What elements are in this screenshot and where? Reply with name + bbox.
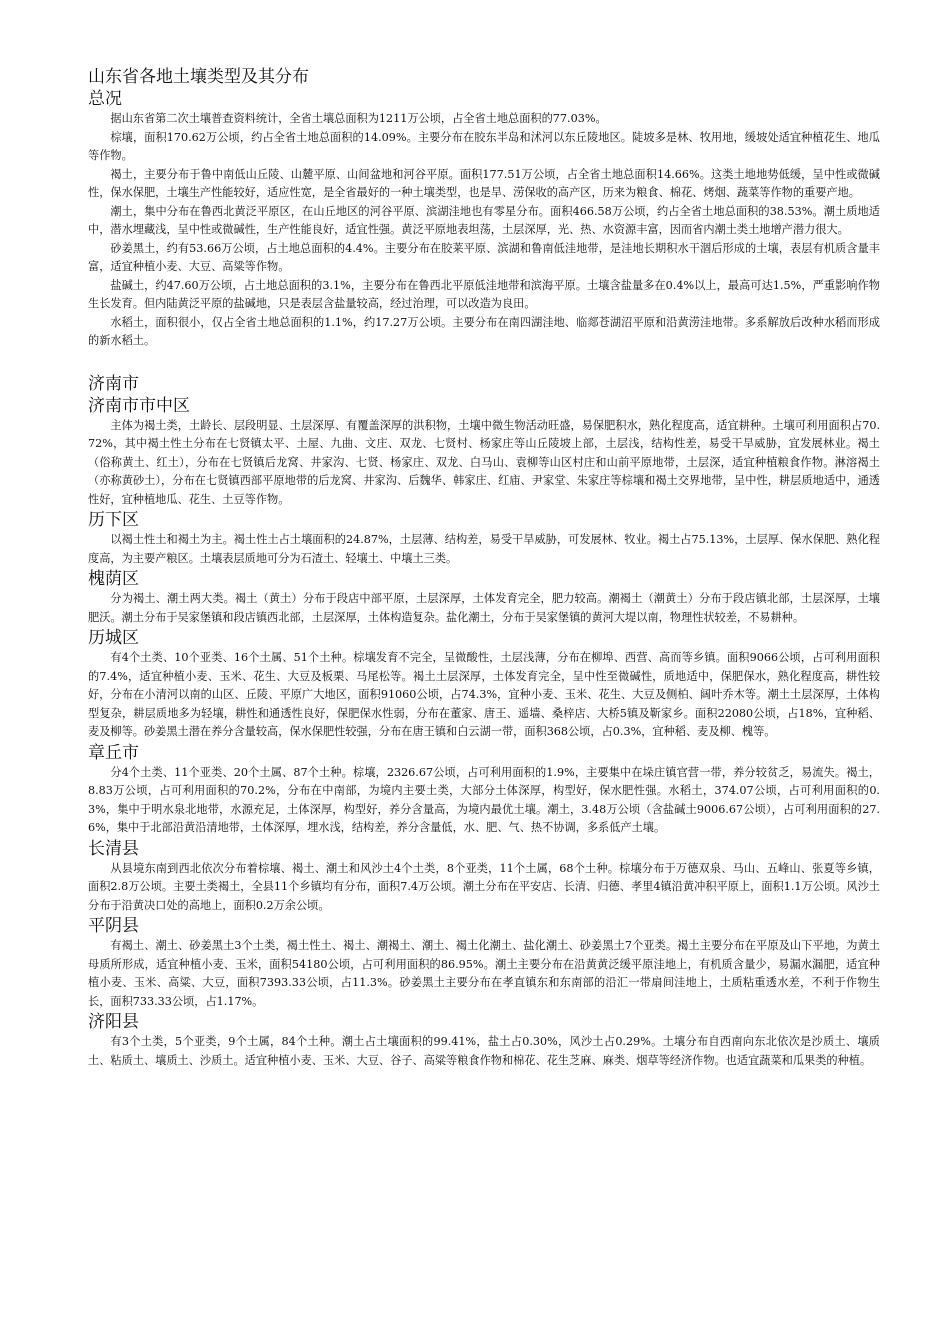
overview-paragraph: 砂姜黑土，约有53.66万公顷，占土地总面积的4.4%。主要分布在胶莱平原、滨湖和鲁南低洼地带，是洼地长期积水干涸后形成的土壤，表层有机质含量丰富，适宜种植小麦、大豆、高粱等作物。 [88, 241, 880, 273]
overview-paragraph: 棕壤，面积170.62万公顷，约占全省土地总面积的14.09%。主要分布在胶东半岛和沭河以东丘陵地区。陡坡多是林、牧用地，缓坡处适宜种植花生、地瓜等作物。 [88, 130, 880, 162]
overview-paragraph: 褐土，主要分布于鲁中南低山丘陵、山麓平原、山间盆地和河谷平原。面积177.51万公顷，占全省土地总面积14.66%。这类土地地势低缓，呈中性或微碱性，保水保肥，土壤生产性能较好，适应性宽，是全省最好的一种土壤类型，也是旱、涝保收的高产区，历来为粮食、棉花、烤烟、蔬菜等作物的重要产地。 [88, 167, 880, 199]
section-heading-licheng: 历城区 [88, 628, 139, 648]
section-text-huaiyin: 分为褐土、潮土两大类。褐土（黄土）分布于段店中部平原，土层深厚，土体发育完全，肥力较高。潮褐土（潮黄土）分布于段店镇北部，土层深厚，土壤肥沃。潮土分布于吴家堡镇和段店镇西北部，土层深厚，土体构造复杂。盐化潮土，分布于吴家堡镇的黄河大堤以南，物理性状较差，不易耕种。 [88, 592, 880, 624]
section-text-jiyang: 有3个土类，5个亚类，9个土属，84个土种。潮土占土壤面积的99.41%，盐土占0.30%，风沙土占0.29%。土壤分布自西南向东北依次是沙质土、壤质土、粘质土、壤质土、沙质土。适宜种植小麦、玉米、大豆、谷子、高粱等粮食作物和棉花、花生芝麻、麻类、烟草等经济作物。也适宜蔬菜和瓜果类的种植。 [88, 1035, 880, 1067]
overview-paragraph: 潮土，集中分布在鲁西北黄泛平原区，在山丘地区的河谷平原、滨湖洼地也有零星分布。面积466.58万公顷，约占全省土地总面积的38.53%。潮土质地适中，潜水埋藏浅，呈中性或微碱性，生产性能良好，适宜性强。黄泛平原地表坦荡，土层深厚，光、热、水资源丰富，因而省内潮土类土地增产潜力很大。 [88, 204, 880, 236]
section-text-shizhong: 主体为褐土类，土龄长、层段明显、土层深厚、有覆盖深厚的洪积物，土壤中微生物活动旺盛，易保肥积水，熟化程度高，适宜耕种。土壤可利用面积占70.72%，其中褐土性土分布在七贤镇太平、土屋、九曲、文庄、双龙、七贤村、杨家庄等山丘陵坡上部，土层浅，结构性差，易受干旱威胁，宜发展林业。褐土（俗称黄土、红土），分布在七贤镇后龙窝、井家沟、七贤、杨家庄、双龙、白马山、袁柳等山区村庄和山前平原地带，土层深，适宜种植粮食作物。淋溶褐土（亦称黄砂土），分布在七贤镇西部平原地带的后龙窝、井家沟、后魏华、韩家庄、红庙、尹家堂、朱家庄等棕壤和褐土交界地带，呈中性，耕层质地适中，通透性好，宜种植地瓜、花生、土豆等作物。 [88, 418, 880, 506]
section-heading-shizhong: 济南市市中区 [88, 395, 190, 416]
section-heading-zhangqiu: 章丘市 [88, 742, 139, 763]
overview-paragraph: 盐碱土，约47.60万公顷，占土地总面积的3.1%，主要分布在鲁西北平原低洼地带和滨海平原。土壤含盐量多在0.4%以上，最高可达1.5%，严重影响作物生长发育。但内陆黄泛平原的盐碱地，只是表层含盐量较高，经过治理，可以改造为良田。 [88, 278, 880, 310]
section-text-licheng: 有4个土类、10个亚类、16个土属、51个土种。棕壤发育不完全，呈微酸性，土层浅薄，分布在柳埠、西营、高而等乡镇。面积9066公顷，占可利用面积的7.4%，适宜种植小麦、玉米、花生、大豆及板栗、马尾松等。褐土土层深厚，土体发育完全，呈中性至微碱性，质地适中，保肥保水，熟化程度高，耕性较好，分布在小清河以南的山区、丘陵、平原广大地区，面积91060公顷，占74.3%，宜种小麦、玉米、花生、大豆及侧柏、阔叶乔木等。潮土土层深厚，土体构型复杂，耕层质地多为轻壤，耕性和通透性良好，保肥保水性弱，分布在董家、唐王、遥墙、桑梓店、大桥5镇及靳家乡。面积22080公顷，占18%，宜种稻、麦及柳等。砂姜黑土潜在养分含量较高，保水保肥性较强，分布在唐王镇和白云湖一带，面积368公顷，占0.3%，宜种稻、麦及柳、槐等。 [88, 651, 880, 738]
section-heading-pingyin: 平阴县 [88, 916, 139, 936]
overview-heading: 总况 [88, 89, 122, 109]
city-heading: 济南市 [88, 373, 139, 394]
overview-paragraph: 水稻土，面积很小，仅占全省土地总面积的1.1%，约17.27万公顷。主要分布在南四湖洼地、临郯苍湖沼平原和沿黄涝洼地带。多系解放后改种水稻而形成的新水稻土。 [88, 315, 880, 347]
section-text-lixia: 以褐土性土和褐土为主。褐土性土占土壤面积的24.87%，土层薄、结构差，易受干旱威胁，可发展林、牧业。褐土占75.13%，土层厚、保水保肥、熟化程度高，为主要产粮区。土壤表层质地可分为石渣土、轻壤土、中壤土三类。 [88, 533, 880, 565]
overview-paragraph: 据山东省第二次土壤普查资料统计，全省土壤总面积为1211万公顷，占全省土地总面积的77.03%。 [110, 112, 607, 125]
section-text-zhangqiu: 分4个土类、11个亚类、20个土属、87个土种。棕壤，2326.67公顷，占可利用面积的1.9%，主要集中在垛庄镇官营一带，养分较贫乏，易流失。褐土，8.83万公顷，占可利用面积的70.2%，分布在中南部，为境内主要土类，大部分土体深厚，构型好，保水肥性强。水稻土，374.07公顷，占可利用面积的0.3%，集中于明水泉北地带，水源充足，土体深厚，构型好，养分含量高，为境内最优土壤。潮土，3.48万公顷（含盐碱土9006.67公顷），占可利用面积的27.6%，集中于北部沿黄沿清地带，土体深厚，埋水浅，结构差，养分含量低，水、肥、气、热不协调，多系低产土壤。 [88, 765, 880, 834]
section-heading-lixia: 历下区 [88, 510, 139, 530]
section-text-pingyin: 有褐土、潮土、砂姜黑土3个土类，褐土性土、褐土、潮褐土、潮土、褐土化潮土、盐化潮土、砂姜黑土7个亚类。褐土主要分布在平原及山下平地，为黄土母质所形成，适宜种植小麦、玉米，面积54180公顷，占可利用面积的86.95%。潮土主要分布在沿黄黄泛缓平原洼地上，有机质含量少，易漏水漏肥，适宜种植小麦、玉米、高粱、大豆，面积7393.33公顷，占11.3%。砂姜黑土主要分布在孝直镇东和东南部的沿汇一带扇间洼地上，土质粘重透水差，不利于作物生长，面积733.33公顷，占1.17%。 [88, 939, 880, 1008]
document-body [88, 66, 880, 1070]
section-heading-jiyang: 济阳县 [88, 1012, 139, 1032]
section-heading-huaiyin: 槐荫区 [88, 569, 139, 589]
section-heading-changqing: 长清县 [88, 838, 139, 859]
document-title: 山东省各地土壤类型及其分布 [88, 67, 309, 87]
section-text-changqing: 从县境东南到西北依次分布着棕壤、褐土、潮土和风沙土4个土类，8个亚类，11个土属，68个土种。棕壤分布于万德双泉、马山、五峰山、张夏等乡镇，面积2.8万公顷。主要土类褐土，全县11个乡镇均有分布，面积7.4万公顷。潮土分布在平安店、长清、归德、孝里4镇沿黄冲积平原上，面积1.1万公顷。风沙土分布于沿黄决口处的高地上，面积0.2万余公顷。 [88, 861, 880, 912]
